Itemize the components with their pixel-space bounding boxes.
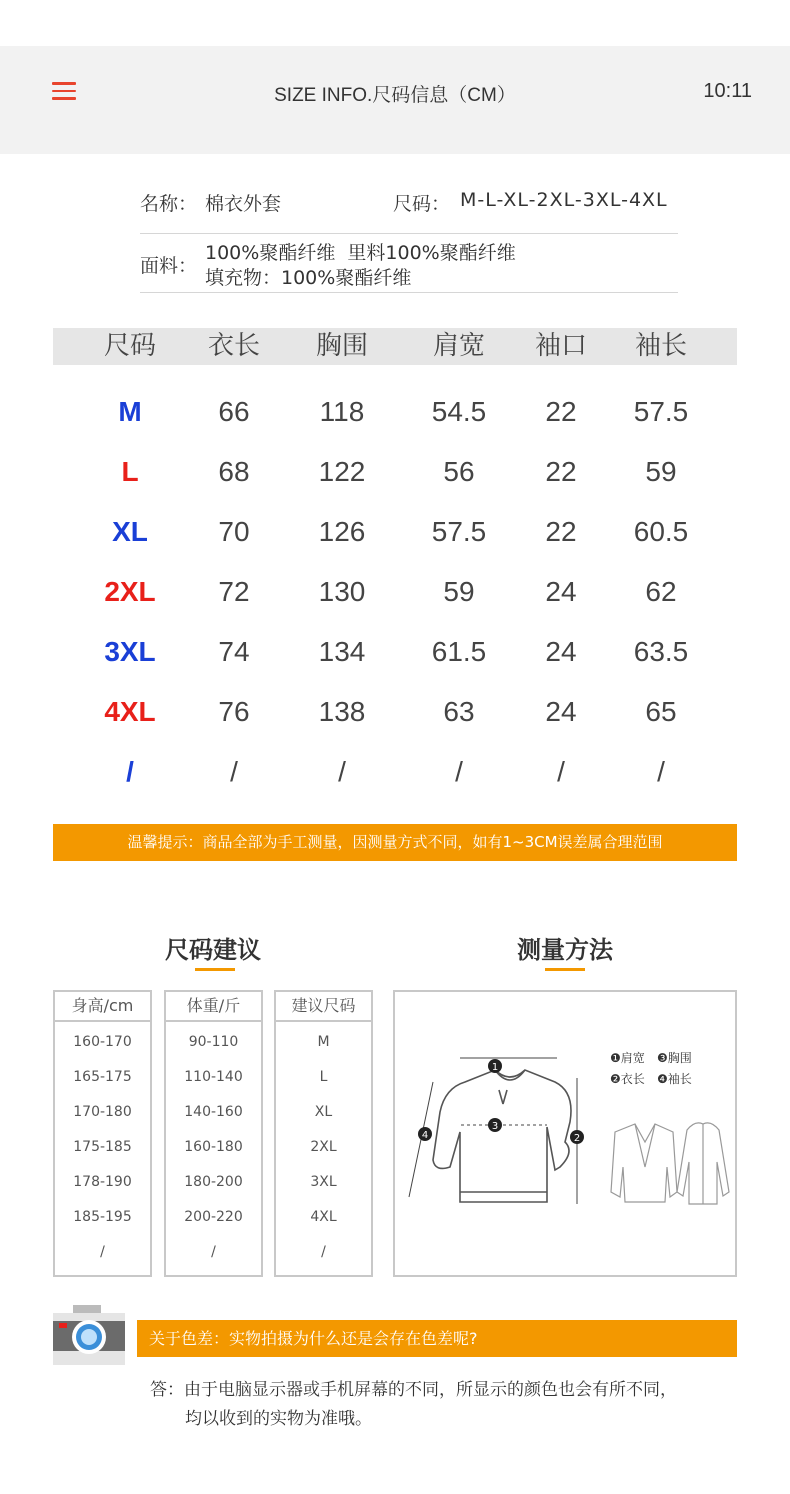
suggestion-cell: 160-170 — [73, 1034, 132, 1050]
garment-measure-illustration — [395, 992, 735, 1275]
legend-chest: ❸胸围 — [657, 1051, 692, 1065]
size-cell: M — [118, 396, 142, 427]
size-cell: XL — [112, 516, 148, 547]
page-title: SIZE INFO.尺码信息（CM） — [274, 85, 516, 106]
measure-underline — [545, 968, 585, 971]
measure-title: 测量方法 — [517, 936, 613, 964]
measurement-cell: 126 — [318, 516, 366, 547]
measurement-cell: / — [557, 756, 565, 787]
measurement-tip: 温馨提示：商品全部为手工测量，因测量方式不同，如有1~3CM误差属合理范围 — [53, 824, 737, 861]
suggestion-cell: 3XL — [310, 1174, 337, 1190]
measurement-cell: 74 — [218, 636, 250, 667]
answer-line-1: 答：由于电脑显示器或手机屏幕的不同，所显示的颜色也会有所不同， — [150, 1380, 677, 1400]
marker-1: 1 — [491, 1062, 499, 1073]
measurement-cell: 76 — [218, 696, 250, 727]
suggestion-cell: M — [317, 1034, 330, 1050]
measurement-cell: / — [338, 756, 346, 787]
suggestion-column — [53, 990, 152, 1277]
measurement-cell: 24 — [545, 696, 577, 727]
measurement-cell: 118 — [319, 396, 365, 427]
suggestion-cell: / — [100, 1244, 105, 1260]
measurement-cell: 72 — [218, 576, 250, 607]
camera-icon — [53, 1305, 125, 1365]
measurement-cell: / — [455, 756, 463, 787]
measurement-cell: 65 — [645, 696, 677, 727]
size-cell: 4XL — [104, 696, 156, 727]
size-table-header-cell: 尺码 — [103, 331, 156, 361]
measurement-cell: 70 — [218, 516, 250, 547]
legend-sleeve: ❹袖长 — [657, 1072, 692, 1086]
suggestion-column-header: 身高/cm — [55, 992, 150, 1022]
size-cell: L — [121, 456, 139, 487]
info-divider — [140, 233, 678, 234]
suggestion-cell: 178-190 — [73, 1174, 132, 1190]
name-value: 棉衣外套 — [205, 193, 282, 215]
suggestion-cell: XL — [314, 1104, 333, 1120]
measurement-cell: 59 — [645, 456, 677, 487]
suggestion-cell: 160-180 — [184, 1139, 243, 1155]
fabric-label: 面料： — [140, 255, 198, 277]
measurement-cell: 59 — [443, 576, 475, 607]
suggestion-cell: 185-195 — [73, 1209, 132, 1225]
suggestion-cell: / — [321, 1244, 326, 1260]
suggestion-cell: 180-200 — [184, 1174, 243, 1190]
measurement-cell: 138 — [318, 696, 366, 727]
suggestion-cell: 175-185 — [73, 1139, 132, 1155]
size-cell: 3XL — [104, 636, 156, 667]
status-time: 10:11 — [703, 80, 752, 102]
suggestion-cell: 165-175 — [73, 1069, 132, 1085]
measurement-cell: 57.5 — [633, 396, 689, 427]
size-cell: 2XL — [104, 576, 156, 607]
measurement-cell: 60.5 — [633, 516, 689, 547]
size-table-header-cell: 肩宽 — [432, 331, 485, 361]
suggestion-cell: 2XL — [310, 1139, 337, 1155]
marker-4: 4 — [421, 1130, 429, 1141]
color-difference-question: 关于色差：实物拍摄为什么还是会存在色差呢? — [137, 1320, 737, 1357]
suggestion-column — [164, 990, 263, 1277]
suggestion-cell: 4XL — [310, 1209, 337, 1225]
measurement-cell: 63 — [443, 696, 475, 727]
measurement-cell: 57.5 — [431, 516, 487, 547]
measurement-cell: 130 — [318, 576, 366, 607]
marker-3: 3 — [491, 1121, 499, 1132]
measurement-cell: 61.5 — [431, 636, 487, 667]
measurement-cell: 22 — [545, 396, 577, 427]
suggestion-title: 尺码建议 — [165, 936, 261, 964]
suggestion-column — [274, 990, 373, 1277]
size-table-header-cell: 袖口 — [534, 331, 587, 361]
measurement-cell: / — [657, 756, 665, 787]
suggestion-cell: 110-140 — [184, 1069, 243, 1085]
measurement-cell: 66 — [218, 396, 250, 427]
measurement-cell: 54.5 — [431, 396, 487, 427]
fabric-line-1: 100%聚酯纤维 里料100%聚酯纤维 — [205, 242, 516, 264]
measurement-cell: 68 — [218, 456, 250, 487]
measurement-cell: 62 — [645, 576, 677, 607]
measurement-cell: 134 — [318, 636, 366, 667]
measurement-cell: / — [230, 756, 238, 787]
size-table-header-cell: 衣长 — [207, 331, 260, 361]
marker-2: 2 — [573, 1133, 581, 1144]
suggestion-column-header: 体重/斤 — [166, 992, 261, 1022]
suggestion-cell: / — [211, 1244, 216, 1260]
suggestion-underline — [195, 968, 235, 971]
size-value: M-L-XL-2XL-3XL-4XL — [460, 189, 668, 211]
suggestion-cell: 90-110 — [188, 1034, 239, 1050]
fabric-line-2: 填充物：100%聚酯纤维 — [205, 267, 412, 289]
suggestion-column-header: 建议尺码 — [276, 992, 371, 1022]
measurement-cell: 22 — [545, 516, 577, 547]
suggestion-cell: 170-180 — [73, 1104, 132, 1120]
suggestion-cell: 140-160 — [184, 1104, 243, 1120]
name-label: 名称： — [140, 193, 198, 215]
measurement-cell: 122 — [318, 456, 366, 487]
measurement-cell: 24 — [545, 636, 577, 667]
measurement-cell: 22 — [545, 456, 577, 487]
measure-diagram — [393, 990, 737, 1277]
size-table-header-cell: 胸围 — [315, 331, 368, 361]
measurement-cell: 63.5 — [633, 636, 689, 667]
legend-shoulder: ❶肩宽 — [610, 1051, 645, 1065]
size-table-header-cell: 袖长 — [634, 331, 687, 361]
measurement-cell: 24 — [545, 576, 577, 607]
suggestion-cell: 200-220 — [184, 1209, 243, 1225]
legend-length: ❷衣长 — [610, 1072, 645, 1086]
info-divider — [140, 292, 678, 293]
size-cell: / — [126, 756, 134, 787]
size-label: 尺码： — [393, 193, 451, 215]
answer-line-2: 均以收到的实物为准哦。 — [185, 1409, 372, 1429]
measurement-cell: 56 — [443, 456, 475, 487]
suggestion-cell: L — [319, 1069, 328, 1085]
